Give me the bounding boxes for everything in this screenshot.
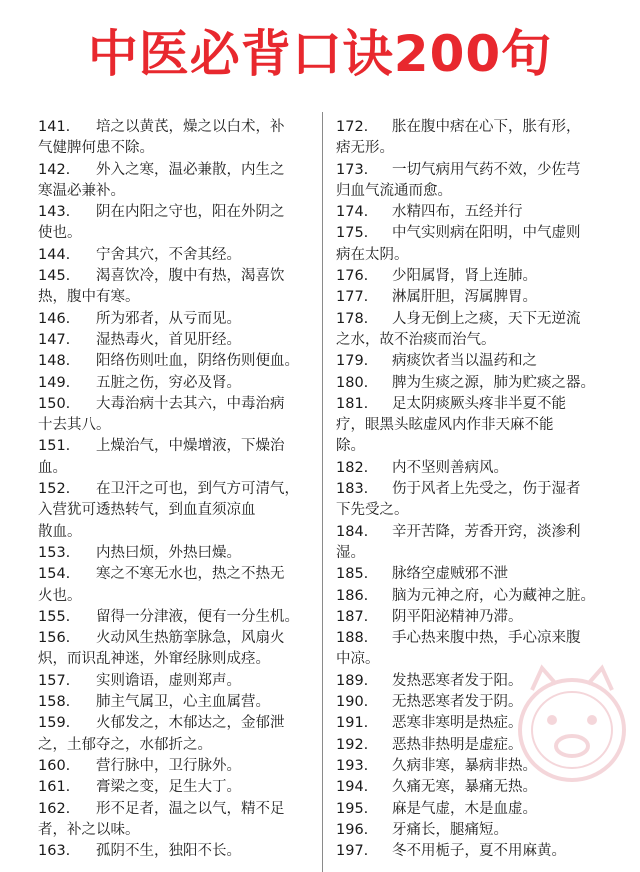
list-item bbox=[336, 309, 628, 352]
entry-text bbox=[96, 692, 312, 713]
entry-line: 之，土郁夺之，水郁折之。 bbox=[38, 736, 212, 753]
entry-line: 脉络空虚贼邪不泄 bbox=[392, 566, 508, 583]
list-item bbox=[38, 330, 312, 351]
entry-line: 伤于风者上先受之，伤于湿者 bbox=[392, 481, 581, 498]
entry-line: 者，补之以味。 bbox=[38, 821, 140, 838]
entry-line: 散血。 bbox=[38, 523, 82, 540]
entry-number: 161. bbox=[38, 779, 71, 796]
entry-number: 193. bbox=[336, 757, 369, 774]
entry-number: 190. bbox=[336, 694, 369, 711]
entry-line: 发热恶寒者发于阳。 bbox=[392, 672, 523, 689]
entry-number: 178. bbox=[336, 310, 369, 327]
list-item bbox=[336, 266, 628, 287]
entry-line: 手心热来腹中热，手心凉来腹 bbox=[392, 630, 581, 647]
entry-text bbox=[392, 351, 628, 372]
entry-number: 163. bbox=[38, 843, 71, 860]
entry-line: 阴在内阳之守也，阳在外阴之 bbox=[96, 204, 285, 221]
list-item bbox=[336, 522, 628, 565]
entry-line: 使也。 bbox=[38, 225, 82, 242]
left-column bbox=[38, 117, 312, 862]
list-item bbox=[38, 692, 312, 713]
entry-text bbox=[392, 607, 628, 628]
list-item bbox=[38, 841, 312, 862]
list-item bbox=[38, 245, 312, 266]
entry-line: 无热恶寒者发于阴。 bbox=[392, 694, 523, 711]
entry-number: 186. bbox=[336, 587, 369, 604]
list-item bbox=[336, 458, 628, 479]
entry-line: 水精四布，五经并行 bbox=[392, 204, 523, 221]
entry-number: 150. bbox=[38, 395, 71, 412]
entry-number: 144. bbox=[38, 246, 71, 263]
entry-line: 恶热非热明是虚症。 bbox=[392, 736, 523, 753]
entry-line: 寒温必兼补。 bbox=[38, 182, 125, 199]
entry-text bbox=[392, 841, 628, 862]
entry-text bbox=[96, 309, 312, 330]
entry-line: 培之以黄芪，燥之以白术，补 bbox=[96, 119, 285, 135]
list-item bbox=[38, 607, 312, 628]
list-item bbox=[336, 841, 628, 862]
entry-line: 实则谵语，虚则郑声。 bbox=[96, 672, 241, 689]
column-divider bbox=[322, 112, 323, 872]
entry-line: 之水，故不治痰而治气。 bbox=[336, 331, 496, 348]
entry-number: 172. bbox=[336, 119, 369, 135]
entry-text bbox=[392, 287, 628, 308]
entry-line: 下先受之。 bbox=[336, 502, 409, 519]
entry-line: 一切气病用气药不效，少佐芎 bbox=[392, 161, 581, 178]
entry-line: 麻是气虚，木是血虚。 bbox=[392, 800, 537, 817]
entry-line: 入营犹可透热转气，到血直须凉血 bbox=[38, 502, 256, 519]
list-item bbox=[336, 117, 628, 160]
entry-number: 153. bbox=[38, 544, 71, 561]
entry-number: 182. bbox=[336, 459, 369, 476]
entry-number: 183. bbox=[336, 481, 369, 498]
entry-text bbox=[392, 266, 628, 287]
entry-number: 184. bbox=[336, 523, 369, 540]
list-item bbox=[38, 266, 312, 309]
entry-line: 留得一分津液，便有一分生机。 bbox=[96, 608, 299, 625]
entry-number: 152. bbox=[38, 481, 71, 498]
entry-text bbox=[96, 841, 312, 862]
entry-number: 177. bbox=[336, 289, 369, 306]
entry-number: 187. bbox=[336, 608, 369, 625]
entry-number: 143. bbox=[38, 204, 71, 221]
entry-line: 热，腹中有寒。 bbox=[38, 289, 140, 306]
entry-line: 脑为元神之府，心为藏神之脏。 bbox=[392, 587, 595, 604]
entry-number: 191. bbox=[336, 715, 369, 732]
entry-text bbox=[392, 820, 628, 841]
entry-line: 痞无形。 bbox=[336, 140, 394, 157]
entry-line: 在卫汗之可也，到气方可清气， bbox=[96, 481, 299, 498]
entry-text bbox=[96, 756, 312, 777]
entry-number: 197. bbox=[336, 843, 369, 860]
entry-line: 气健脾何患不除。 bbox=[38, 140, 154, 157]
list-item bbox=[38, 564, 312, 607]
entry-line: 五脏之伤，穷必及肾。 bbox=[96, 374, 241, 391]
entry-line: 足太阴痰厥头疼非半夏不能 bbox=[392, 395, 566, 412]
list-item bbox=[336, 799, 628, 820]
entry-number: 174. bbox=[336, 204, 369, 221]
entry-line: 牙痛长，腿痛短。 bbox=[392, 821, 508, 838]
entry-text bbox=[96, 330, 312, 351]
entry-text bbox=[392, 458, 628, 479]
entry-line: 恶寒非寒明是热症。 bbox=[392, 715, 523, 732]
list-item bbox=[38, 628, 312, 671]
list-item bbox=[336, 351, 628, 372]
entry-line: 淋属肝胆，泻属脾胃。 bbox=[392, 289, 537, 306]
entry-text bbox=[392, 373, 628, 394]
entry-number: 176. bbox=[336, 268, 369, 285]
entry-line: 湿。 bbox=[336, 544, 365, 561]
entry-line: 内不坚则善病风。 bbox=[392, 459, 508, 476]
entry-line: 寒之不寒无水也，热之不热无 bbox=[96, 566, 285, 583]
list-item bbox=[38, 202, 312, 245]
list-item bbox=[336, 607, 628, 628]
entry-line: 除。 bbox=[336, 438, 365, 455]
entry-number: 157. bbox=[38, 672, 71, 689]
list-item bbox=[38, 671, 312, 692]
list-item bbox=[38, 436, 312, 479]
entry-number: 145. bbox=[38, 268, 71, 285]
entry-number: 162. bbox=[38, 800, 71, 817]
entry-line: 归血气流通而愈。 bbox=[336, 182, 452, 199]
list-item bbox=[38, 777, 312, 798]
entry-line: 久病非寒，暴病非热。 bbox=[392, 757, 537, 774]
entry-line: 大毒治病十去其六，中毒治病 bbox=[96, 395, 285, 412]
entry-number: 155. bbox=[38, 608, 71, 625]
entry-number: 175. bbox=[336, 225, 369, 242]
entry-number: 195. bbox=[336, 800, 369, 817]
list-item bbox=[38, 160, 312, 203]
entry-line: 脾为生痰之源，肺为贮痰之器。 bbox=[392, 374, 595, 391]
entry-text bbox=[392, 564, 628, 585]
entry-number: 141. bbox=[38, 119, 71, 135]
entry-line: 病在太阴。 bbox=[336, 246, 409, 263]
entry-line: 所为邪者，从亏而见。 bbox=[96, 310, 241, 327]
entry-line: 少阳属肾，肾上连肺。 bbox=[392, 268, 537, 285]
list-item bbox=[336, 394, 628, 458]
entry-text bbox=[96, 607, 312, 628]
list-item bbox=[336, 820, 628, 841]
list-item bbox=[38, 351, 312, 372]
list-item bbox=[38, 117, 312, 160]
entry-number: 196. bbox=[336, 821, 369, 838]
entry-number: 180. bbox=[336, 374, 369, 391]
entry-line: 冬不用栀子，夏不用麻黄。 bbox=[392, 843, 566, 860]
entry-number: 158. bbox=[38, 694, 71, 711]
entry-line: 渴喜饮冷，腹中有热，渴喜饮 bbox=[96, 268, 285, 285]
list-item bbox=[38, 799, 312, 842]
entry-line: 内热曰烦，外热曰燥。 bbox=[96, 544, 241, 561]
entry-number: 154. bbox=[38, 566, 71, 583]
list-item bbox=[38, 373, 312, 394]
entry-text bbox=[96, 245, 312, 266]
entry-number: 160. bbox=[38, 757, 71, 774]
entry-line: 上燥治气，中燥增液，下燥治 bbox=[96, 438, 285, 455]
entry-number: 179. bbox=[336, 353, 369, 370]
entry-line: 人身无倒上之痰，天下无逆流 bbox=[392, 310, 581, 327]
entry-line: 火动风生热筋挛脉急，风扇火 bbox=[96, 630, 285, 647]
entry-line: 膏梁之变，足生大丁。 bbox=[96, 779, 241, 796]
entry-line: 形不足者，温之以气，精不足 bbox=[96, 800, 285, 817]
entry-line: 阴平阳泌精神乃滞。 bbox=[392, 608, 523, 625]
page-title: 中医必背口诀200句 bbox=[87, 25, 553, 83]
entry-line: 久痛无寒，暴痛无热。 bbox=[392, 779, 537, 796]
entry-number: 142. bbox=[38, 161, 71, 178]
entry-line: 病痰饮者当以温药和之 bbox=[392, 353, 537, 370]
list-item bbox=[336, 586, 628, 607]
entry-number: 151. bbox=[38, 438, 71, 455]
entry-line: 十去其八。 bbox=[38, 417, 111, 434]
list-item bbox=[336, 373, 628, 394]
entry-text bbox=[392, 799, 628, 820]
entry-line: 营行脉中，卫行脉外。 bbox=[96, 757, 241, 774]
list-item bbox=[336, 202, 628, 223]
entry-number: 147. bbox=[38, 331, 71, 348]
entry-line: 血。 bbox=[38, 459, 67, 476]
list-item bbox=[336, 287, 628, 308]
list-item bbox=[38, 756, 312, 777]
entry-line: 湿热毒火，首见肝经。 bbox=[96, 331, 241, 348]
entry-text bbox=[96, 373, 312, 394]
entry-line: 孤阴不生，独阳不长。 bbox=[96, 843, 241, 860]
entry-number: 189. bbox=[336, 672, 369, 689]
entry-line: 火郁发之，木郁达之，金郁泄 bbox=[96, 715, 285, 732]
entry-line: 火也。 bbox=[38, 587, 82, 604]
list-item bbox=[38, 309, 312, 330]
entry-number: 173. bbox=[336, 161, 369, 178]
entry-line: 外入之寒，温必兼散，内生之 bbox=[96, 161, 285, 178]
list-item bbox=[336, 160, 628, 203]
entry-line: 阳络伤则吐血，阴络伤则便血。 bbox=[96, 353, 299, 370]
entry-line: 炽，而识乱神迷，外窜经脉则成痉。 bbox=[38, 651, 270, 668]
entry-line: 疗，眼黑头眩虚风内作非天麻不能 bbox=[336, 417, 554, 434]
entry-number: 188. bbox=[336, 630, 369, 647]
list-item bbox=[38, 479, 312, 543]
entry-line: 中气实则病在阳明，中气虚则 bbox=[392, 225, 581, 242]
entry-line: 宁舍其穴，不舍其经。 bbox=[96, 246, 241, 263]
entry-number: 156. bbox=[38, 630, 71, 647]
list-item bbox=[38, 543, 312, 564]
entry-number: 194. bbox=[336, 779, 369, 796]
entry-line: 肺主气属卫，心主血属营。 bbox=[96, 694, 270, 711]
entry-number: 159. bbox=[38, 715, 71, 732]
list-item bbox=[336, 223, 628, 266]
entry-number: 146. bbox=[38, 310, 71, 327]
entry-line: 胀在腹中痞在心下，胀有形， bbox=[392, 119, 581, 135]
entry-text bbox=[392, 202, 628, 223]
pig-stamp-icon bbox=[512, 660, 632, 790]
list-item bbox=[38, 713, 312, 756]
entry-number: 192. bbox=[336, 736, 369, 753]
entry-text bbox=[96, 543, 312, 564]
entry-text bbox=[96, 777, 312, 798]
entry-line: 中凉。 bbox=[336, 651, 380, 668]
list-item bbox=[336, 564, 628, 585]
entry-text bbox=[96, 351, 312, 372]
list-item bbox=[336, 479, 628, 522]
entry-number: 148. bbox=[38, 353, 71, 370]
entry-line: 辛开苦降，芳香开窍，淡渗利 bbox=[392, 523, 581, 540]
entry-number: 185. bbox=[336, 566, 369, 583]
entry-number: 181. bbox=[336, 395, 369, 412]
entry-text bbox=[96, 671, 312, 692]
entry-number: 149. bbox=[38, 374, 71, 391]
list-item bbox=[38, 394, 312, 437]
entry-text bbox=[392, 586, 628, 607]
